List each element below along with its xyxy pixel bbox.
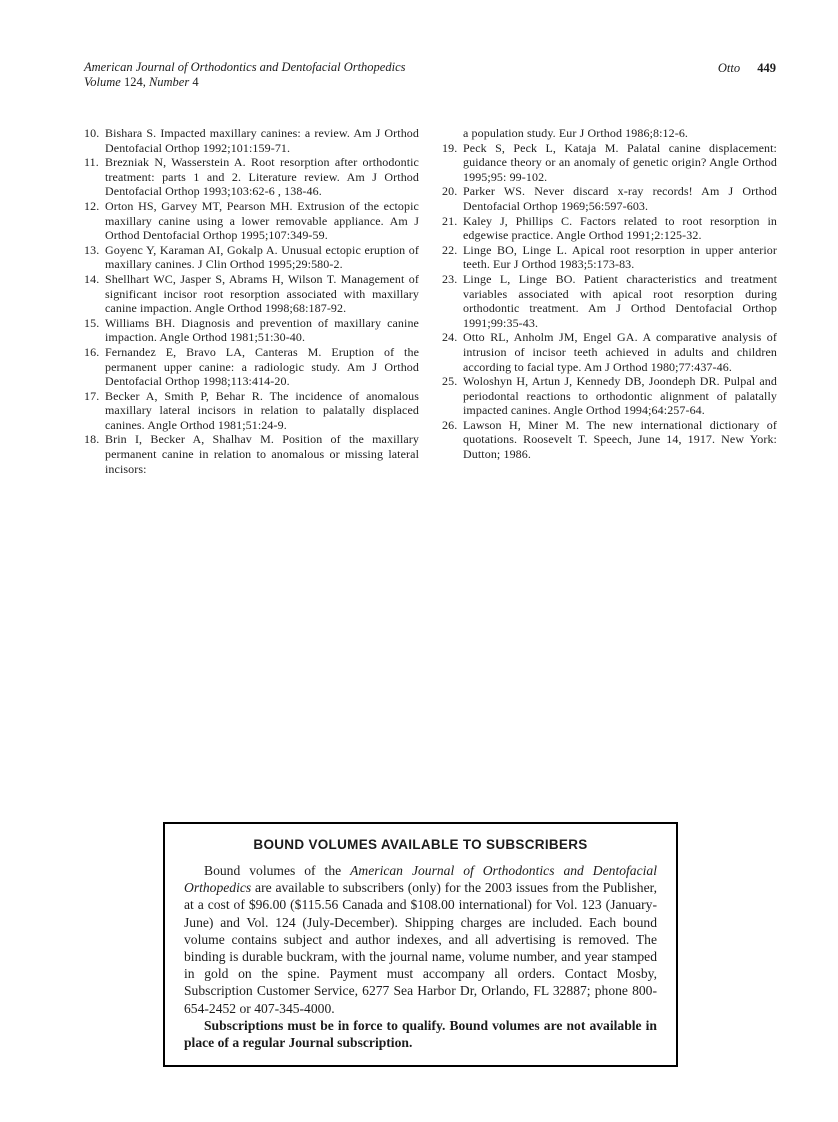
header-right-block [718,60,776,76]
reference-number: 23. [442,271,458,286]
volume-value: 124, [123,75,146,89]
reference-text: Fernandez E, Bravo LA, Canteras M. Eruption of the permanent upper canine: a radiologic study. Am J Orthod Dentofacial Orthop 1998;113:414-20. [105,344,419,389]
reference-number: 17. [84,388,100,403]
reference-text: a population study. Eur J Orthod 1986;8:12-6. [463,126,689,140]
bound-volumes-title: BOUND VOLUMES AVAILABLE TO SUBSCRIBERS [253,837,588,852]
reference-item [442,374,777,418]
body-text-pre: Bound volumes of the [204,863,351,878]
volume-word: Volume [84,75,121,89]
reference-number: 14. [84,271,100,286]
reference-text: Shellhart WC, Jasper S, Abrams H, Wilson T. Management of significant incisor root resorption associated with maxillary canine impaction. Angle Orthod 1998;68:187-92. [105,271,419,316]
reference-item [84,272,419,316]
reference-number: 26. [442,417,458,432]
reference-number: 24. [442,330,458,345]
reference-item [442,141,777,185]
bound-volumes-notice-box [163,822,678,1067]
reference-item [442,418,777,462]
reference-item [84,389,419,433]
reference-text: Bishara S. Impacted maxillary canines: a review. Am J Orthod Dentofacial Orthop 1992;101:159-71. [105,126,419,155]
reference-text: Goyenc Y, Karaman AI, Gokalp A. Unusual ectopic eruption of maxillary canines. J Clin Orthod 1995;29:580-2. [105,242,419,272]
reference-item [84,432,419,476]
reference-text: Peck S, Peck L, Kataja M. Palatal canine displacement: guidance theory or an anomaly of genetic origin? Angle Orthod 1995;95: 99-102. [463,140,777,184]
reference-number: 15. [84,315,100,330]
reference-item [84,243,419,272]
reference-text: Brin I, Becker A, Shalhav M. Position of the maxillary permanent canine in relation to anomalous or missing lateral incisors: [105,432,419,476]
reference-item [442,243,777,272]
reference-number: 16. [84,344,100,359]
reference-number: 18. [84,432,100,447]
reference-number: 20. [442,184,458,199]
running-author: Otto [717,61,741,75]
reference-text: Linge L, Linge BO. Patient characteristics and treatment variables associated with apical root resorption during orthodontic treatment. Am J Orthod Dentofacial Orthop 1991;99:35-43. [463,271,777,330]
reference-text: Woloshyn H, Artun J, Kennedy DB, Joondeph DR. Pulpal and periodontal reactions to orthodontic alignment of palatally impacted canines. Angle Orthod 1994;64:257-64. [463,374,777,418]
reference-item [442,330,777,374]
reference-number: 10. [84,126,100,140]
volume-line [84,75,406,90]
reference-number: 21. [442,213,458,228]
reference-number: 11. [84,155,99,170]
reference-item [442,184,777,213]
reference-text: Orton HS, Garvey MT, Pearson MH. Extrusion of the ectopic maxillary canine using a lower removable appliance. Am J Orthod Dentofacial Orthop 1995;107:349-59. [105,198,419,243]
bound-volumes-bold-note: Subscriptions must be in force to qualify. Bound volumes are not available in place of a regular Journal subscription. [184,1017,657,1051]
reference-number: 22. [442,242,458,257]
reference-text: Parker WS. Never discard x-ray records! Am J Orthod Dentofacial Orthop 1969;56:597-603. [463,184,777,213]
reference-text: Linge BO, Linge L. Apical root resorption in upper anterior teeth. Eur J Orthod 1983;5:173-83. [463,242,777,272]
journal-header-block [84,60,406,90]
journal-name-italic: American Journal of Orthodontics and Dentofacial Orthopedics [184,863,657,896]
reference-column-left [84,126,419,476]
reference-text: Otto RL, Anholm JM, Engel GA. A comparative analysis of intrusion of incisor teeth achieved in adults and children according to facial type. Am J Orthod 1980;77:437-46. [463,330,777,374]
bound-volumes-body [184,862,657,1017]
reference-column-right [442,126,777,476]
reference-item [84,155,419,199]
number-word: Number [148,75,190,89]
page-number: 449 [757,61,776,75]
reference-item [84,126,419,155]
reference-item [84,316,419,345]
reference-text: Kaley J, Phillips C. Factors related to root resorption in edgewise practice. Angle Orthod 1991;2:125-32. [463,213,777,243]
reference-text: Becker A, Smith P, Behar R. The incidence of anomalous maxillary lateral incisors in relation to palatally displaced canines. Angle Orthod 1981;51:24-9. [105,388,419,432]
number-value: 4 [192,75,199,89]
reference-text: Williams BH. Diagnosis and prevention of maxillary canine impaction. Angle Orthod 1981;51:30-40. [105,315,419,345]
reference-number: 12. [84,198,100,213]
journal-title: American Journal of Orthodontics and Dentofacial Orthopedics [84,60,406,74]
reference-item [84,345,419,389]
reference-text: Brezniak N, Wasserstein A. Root resorption after orthodontic treatment: parts 1 and 2. Literature review. Am J Orthod Dentofacial Orthop 1993;103:62-6 , 138-46. [105,155,419,199]
reference-number: 19. [442,140,458,155]
reference-item [442,214,777,243]
reference-list [84,126,778,476]
reference-number: 25. [442,374,458,389]
reference-item [442,272,777,330]
body-text-post: are available to subscribers (only) for the 2003 issues from the Publisher, at a cost of $96.00 ($115.56 Canada and $108.00 international) for Vol. 123 (January-June) and Vol. 124 (July-December). Shipping charges are included. Each bound volume contains subject and author indexes, and all advertising is removed. The binding is durable buckram, with the journal name, volume number, and year stamped in gold on the spine. Payment must accompany all orders. Contact Mosby, Subscription Customer Service, 6277 Sea Harbor Dr, Orlando, FL 32887; phone 800-654-2452 or 407-345-4000. [184,880,657,1016]
reference-item [84,199,419,243]
running-header [84,60,776,90]
reference-item-continuation [442,126,777,141]
reference-number: 13. [84,242,100,257]
reference-text: Lawson H, Miner M. The new international dictionary of quotations. Roosevelt T. Speech, June 14, 1917. New York: Dutton; 1986. [463,417,777,462]
